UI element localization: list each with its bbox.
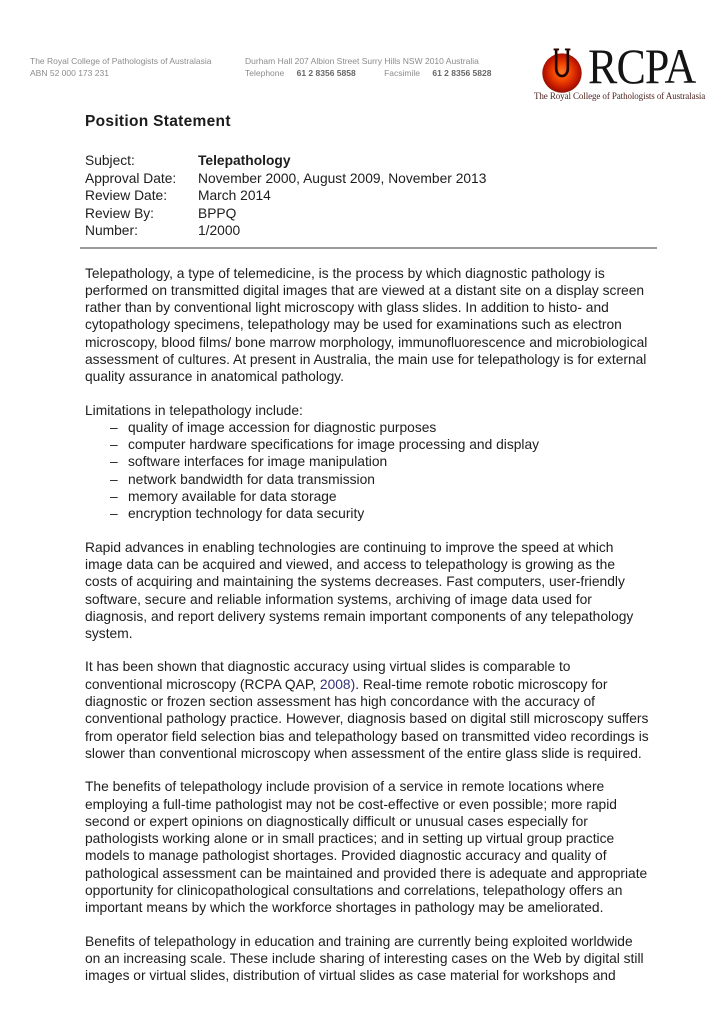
limitation-item <box>85 436 650 453</box>
facsimile-label: Facsimile <box>384 67 420 78</box>
meta-row-review-date <box>85 187 650 205</box>
limitation-item <box>85 488 650 505</box>
limitation-item <box>85 471 650 488</box>
letterhead-phone-line <box>245 68 491 80</box>
metadata-block <box>85 152 650 240</box>
paragraph-benefits: The benefits of telepathology include provision of a service in remote locations where employing a full-time pathologist may not be cost-effective or even possible; more rapid second or expert opinions on diagnostically difficult or unusual cases especially for pathologists working alone or in small practices; and in setting up virtual group practice models to manage pathologist shortages. Provided diagnostic accuracy and quality of pathological assessment can be maintained and provided there is adequate and appropriate opportunity for clinicopathological consultations and correlations, telepathology offers an important means by which the workforce shortages in pathology may be ameliorated. <box>85 779 648 916</box>
meta-row-review-by <box>85 205 650 223</box>
limitation-text: quality of image accession for diagnostic purposes <box>128 419 437 435</box>
citation-link[interactable]: 2008) <box>319 676 356 692</box>
dash-marker-icon: – <box>110 419 118 435</box>
limitation-item <box>85 505 650 522</box>
document-body <box>85 112 650 984</box>
paragraph-advances: Rapid advances in enabling technologies are continuing to improve the speed at which image data can be acquired and viewed, and access to telepathology is growing as the costs of acquiring and maintaining the systems decreases. Fast computers, user-friendly software, secure and reliable information systems, archiving of image data used for diagnosis, and report delivery systems remain important components of any telepathology system. <box>85 539 634 642</box>
horizontal-rule <box>80 247 657 249</box>
meta-label: Approval Date: <box>85 170 177 186</box>
telephone-label: Telephone <box>245 67 285 78</box>
meta-value-approval-date: November 2000, August 2009, November 2013 <box>198 170 487 186</box>
letterhead-contact <box>245 56 491 79</box>
dash-marker-icon: – <box>110 437 118 453</box>
meta-row-number <box>85 222 650 240</box>
meta-value-review-date: March 2014 <box>198 188 271 203</box>
rcpa-logo <box>534 38 714 101</box>
page-title: Position Statement <box>85 113 231 130</box>
limitation-text: computer hardware specifications for image processing and display <box>128 437 540 453</box>
limitation-text: encryption technology for data security <box>128 506 365 522</box>
dash-marker-icon: – <box>110 489 118 505</box>
letterhead-abn: ABN 52 000 173 231 <box>30 67 109 78</box>
meta-label: Review Date: <box>85 188 168 203</box>
limitation-item <box>85 419 650 436</box>
limitation-text: network bandwidth for data transmission <box>128 471 375 487</box>
facsimile-number: 61 2 8356 5828 <box>432 67 492 78</box>
rcpa-acronym: RCPA <box>588 38 696 94</box>
rcpa-crest-icon <box>534 41 590 95</box>
limitations-list <box>85 419 650 523</box>
paragraph-accuracy <box>85 658 650 762</box>
letterhead-left <box>30 56 211 79</box>
dash-marker-icon: – <box>110 506 118 522</box>
limitation-text: software interfaces for image manipulation <box>128 454 388 470</box>
meta-row-subject <box>85 152 650 170</box>
meta-value-number: 1/2000 <box>198 223 241 238</box>
letterhead-org-name: The Royal College of Pathologists of Australasia <box>30 56 212 66</box>
letterhead-address: Durham Hall 207 Albion Street Surry Hills NSW 2010 Australia <box>245 56 479 66</box>
telephone-number: 61 2 8356 5858 <box>296 67 356 78</box>
rcpa-tagline: The Royal College of Pathologists of Australasia <box>534 91 706 101</box>
meta-value-subject: Telepathology <box>198 153 291 168</box>
meta-row-approval-date <box>85 170 650 188</box>
paragraph-accuracy-text: It has been shown that diagnostic accuracy using virtual slides is comparable to conventional microscopy (RCPA QAP, <box>85 659 571 692</box>
limitation-item <box>85 453 650 470</box>
paragraph-accuracy-text: . Real-time remote robotic microscopy for diagnostic or frozen section assessment has high concordance with the accuracy of conventional pathology practice. However, diagnosis based on digital still microscopy suffers from operator field selection bias and telepathology based on transmitted video recordings is slower than conventional microscopy when assessment of the entire glass slide is required. <box>85 676 649 761</box>
limitation-text: memory available for data storage <box>128 489 337 505</box>
paragraph-education: Benefits of telepathology in education and training are currently being exploited worldwide on an increasing scale. These include sharing of interesting cases on the Web by digital still images or virtual slides, distribution of virtual slides as case material for workshops and <box>85 933 644 984</box>
meta-label: Review By: <box>85 205 155 221</box>
paragraph-intro: Telepathology, a type of telemedicine, is the process by which diagnostic pathology is performed on transmitted digital images that are viewed at a distant site on a display screen rather than by conventional light microscopy with glass slides. In addition to histo- and cytopathology specimens, telepathology may be used for examinations such as electron microscopy, blood films/ bone marrow morphology, immunofluorescence and microbiological assessment of cultures. At present in Australia, the main use for telepathology is for external quality assurance in anatomical pathology. <box>85 265 648 385</box>
dash-marker-icon: – <box>110 454 118 470</box>
meta-label: Subject: <box>85 153 135 168</box>
meta-label: Number: <box>85 223 138 238</box>
meta-value-review-by: BPPQ <box>198 205 237 221</box>
dash-marker-icon: – <box>110 471 118 487</box>
limitations-intro: Limitations in telepathology include: <box>85 402 303 418</box>
